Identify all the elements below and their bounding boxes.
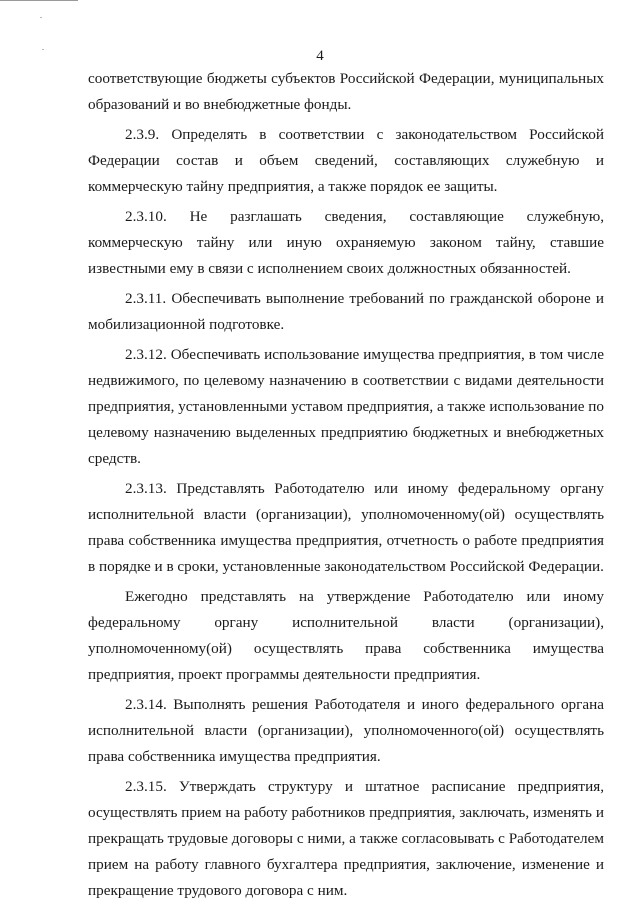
paragraph-annual-program: Ежегодно представлять на утверждение Работодателю или иному федеральному органу исполнительной власти (организации), уполномоченному(ой) осуществлять права собственника имущества предприятия, проект программы деятельности предприятия. bbox=[88, 588, 604, 683]
paragraph-continuation: соответствующие бюджеты субъектов Российской Федерации, муниципальных образований и во внебюджетные фонды. bbox=[88, 70, 604, 113]
paragraph-2-3-13: 2.3.13. Представлять Работодателю или иному федеральному органу исполнительной власти (организации), уполномоченному(ой) осуществлять права собственника имущества предприятия, отчетность о работе предприятия в порядке и в сроки, установленные законодательством Российской Федерации. bbox=[88, 480, 604, 575]
scan-edge-line bbox=[0, 0, 78, 1]
paragraph-2-3-10: 2.3.10. Не разглашать сведения, составляющие служебную, коммерческую тайну или иную охраняемую законом тайну, ставшие известными ему в связи с исполнением своих должностных обязанностей. bbox=[88, 208, 604, 277]
scan-speck bbox=[40, 17, 42, 18]
document-body bbox=[88, 66, 604, 908]
page-number: 4 bbox=[316, 48, 324, 64]
paragraph-2-3-15: 2.3.15. Утверждать структуру и штатное расписание предприятия, осуществлять прием на работу работников предприятия, заключать, изменять и прекращать трудовые договоры с ними, а также согласовывать с Работодателем прием на работу главного бухгалтера предприятия, заключение, изменение и прекращение трудового договора с ним. bbox=[88, 778, 604, 899]
paragraph-2-3-11: 2.3.11. Обеспечивать выполнение требований по гражданской обороне и мобилизационной подготовке. bbox=[88, 290, 604, 333]
paragraph-2-3-9: 2.3.9. Определять в соответствии с законодательством Российской Федерации состав и объем сведений, составляющих служебную и коммерческую тайну предприятия, а также порядок ее защиты. bbox=[88, 126, 604, 195]
paragraph-2-3-14: 2.3.14. Выполнять решения Работодателя и иного федерального органа исполнительной власти (организации), уполномоченного(ой) осуществлять права собственника имущества предприятия. bbox=[88, 696, 604, 765]
paragraph-2-3-12: 2.3.12. Обеспечивать использование имущества предприятия, в том числе недвижимого, по целевому назначению в соответствии с видами деятельности предприятия, установленными уставом предприятия, а также использование по целевому назначению выделенных предприятию бюджетных и внебюджетных средств. bbox=[88, 346, 604, 467]
